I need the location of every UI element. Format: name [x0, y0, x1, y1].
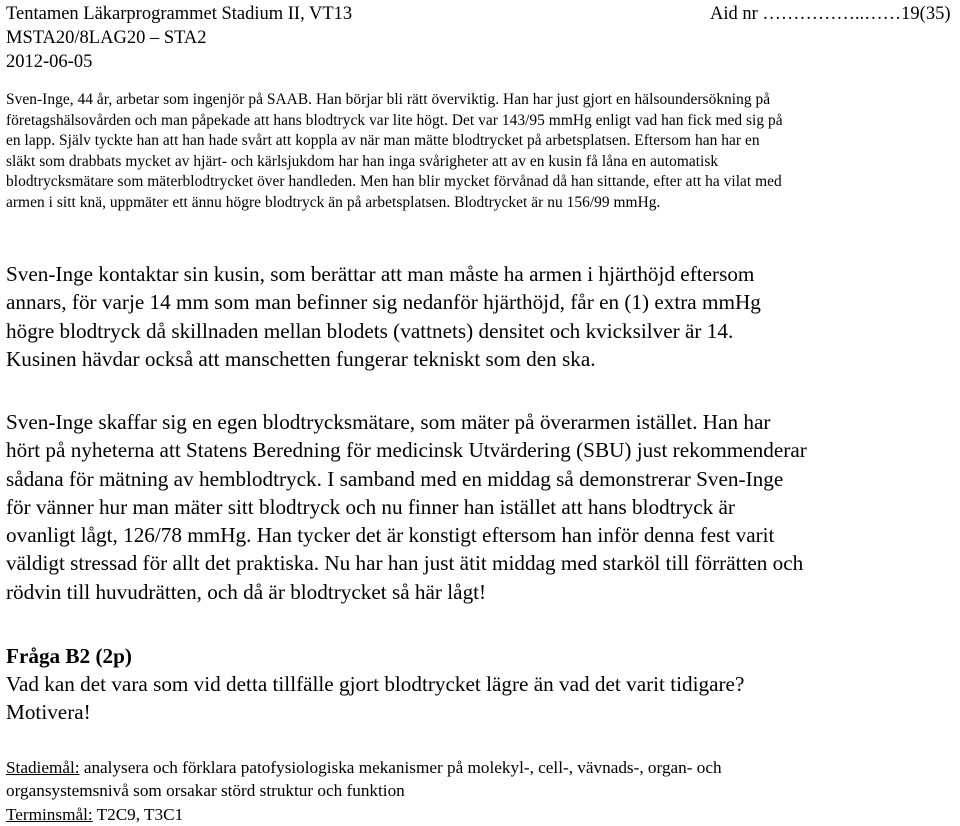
- exam-date: 2012-06-05: [6, 52, 93, 72]
- stadiemal-text: analysera och förklara patofysiologiska mekanismer på molekyl-, cell-, vävnads-, organ- och: [79, 758, 722, 777]
- terminsmal-line: [6, 803, 722, 826]
- paragraph-line: Sven-Inge skaffar sig en egen blodtrycksmätare, som mäter på överarmen istället. Han har: [6, 410, 771, 434]
- paragraph-line: Kusinen hävdar också att manschetten fungerar tekniskt som den ska.: [6, 346, 596, 371]
- case-paragraph-dinner: [6, 408, 960, 606]
- exam-page: [6, 0, 956, 826]
- intro-line: armen i sitt knä, uppmäter ett ännu högre blodtryck än på arbetsplatsen. Blodtrycket är nu 156/99 mmHg.: [6, 193, 661, 211]
- header-row-2: [6, 26, 956, 50]
- intro-line: släkt som drabbats mycket av hjärt- och kärlsjukdom har han inga svårigheter att av en kusin få låna en automatisk: [6, 152, 719, 170]
- course-code: MSTA20/8LAG20 – STA2: [6, 28, 207, 48]
- terminsmal-label: Terminsmål:: [6, 804, 93, 824]
- stadiemal-line-2: organsystemsnivå som orsakar störd struktur och funktion: [6, 781, 405, 801]
- paragraph-line: ovanligt lågt, 126/78 mmHg. Han tycker det är konstigt eftersom han inför denna fest varit: [6, 523, 775, 548]
- paragraph-line: väldigt stressad för allt det praktiska. Nu har han just ätit middag med starköl till förrätten och: [6, 551, 804, 576]
- paragraph-line: Sven-Inge kontaktar sin kusin, som berättar att man måste ha armen i hjärthöjd eftersom: [6, 262, 755, 286]
- exam-title: Tentamen Läkarprogrammet Stadium II, VT13: [6, 4, 353, 24]
- paragraph-line: sådana för mätning av hemblodtryck. I samband med en middag så demonstrerar Sven-Inge: [6, 466, 784, 491]
- aid-number: Aid nr ……………..……19(35): [710, 4, 951, 24]
- paragraph-line: rödvin till huvudrätten, och då är blodtrycket så här lågt!: [6, 579, 487, 604]
- terminsmal-text: T2C9, T3C1: [92, 804, 184, 824]
- question-line: Vad kan det vara som vid detta tillfälle gjort blodtrycket lägre än vad det varit tidigare?: [6, 672, 745, 696]
- header-row-1: [6, 2, 956, 26]
- intro-line: företagshälsovården och man påpekade att hans blodtryck var lite högt. Det var 143/95 mmHg enligt vad han fick med sig på: [6, 111, 783, 129]
- paragraph-line: hört på nyheterna att Statens Beredning för medicinsk Utvärdering (SBU) just rekommenderar: [6, 438, 807, 463]
- stadiemal-line-1: [6, 756, 722, 779]
- learning-objectives: [6, 756, 722, 826]
- page-header: [6, 2, 956, 74]
- stadiemal-label: Stadiemål:: [6, 758, 80, 777]
- header-row-3: [6, 50, 956, 74]
- intro-line: blodtrycksmätare som mäterblodtrycket över handleden. Men han blir mycket förvånad då han sittande, efter att ha vilat med: [6, 173, 782, 191]
- paragraph-line: annars, för varje 14 mm som man befinner sig nedanför hjärthöjd, får en (1) extra mmHg: [6, 290, 761, 315]
- paragraph-line: för vänner hur man mäter sitt blodtryck och nu finner han istället att hans blodtryck är: [6, 494, 735, 519]
- question-heading: Fråga B2 (2p): [6, 644, 132, 668]
- question-line: Motivera!: [6, 700, 91, 725]
- paragraph-line: högre blodtryck då skillnaden mellan blodets (vattnets) densitet och kvicksilver är 14.: [6, 318, 734, 343]
- intro-line: en lapp. Själv tyckte han att han hade svårt att koppla av när man mätte blodtrycket på arbetsplatsen. Eftersom han har en: [6, 132, 760, 150]
- case-intro: [6, 90, 960, 214]
- intro-line: Sven-Inge, 44 år, arbetar som ingenjör på SAAB. Han börjar bli rätt överviktig. Han har just gjort en hälsoundersökning på: [6, 91, 771, 108]
- case-paragraph-cousin: [6, 260, 960, 373]
- question-text: [6, 670, 744, 727]
